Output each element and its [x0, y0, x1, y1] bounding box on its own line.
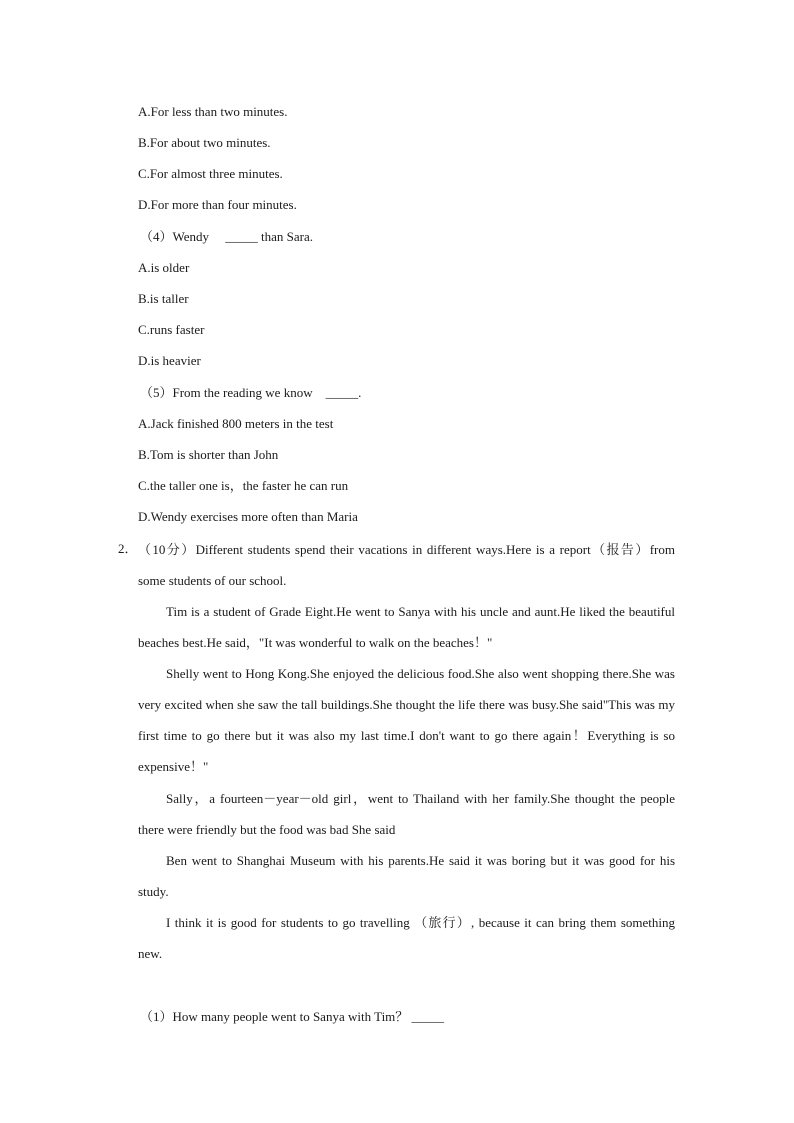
paragraph-text: Ben went to Shanghai Museum with his parents.He said it was boring but it was good for his study.: [138, 853, 675, 899]
passage-paragraph-ben: [138, 845, 675, 907]
option-d-q3: D.For more than four minutes.: [138, 197, 297, 212]
paragraph-text: Shelly went to Hong Kong.She enjoyed the delicious food.She also went shopping there.She was very excited when she saw the tall buildings.She thought the life there was busy.She said"This was my first time to go there but it was also my last time.I don't want to go there again！Everything is so expensive！": [138, 666, 675, 774]
sub-question-1: （1）How many people went to Sanya with Tim？ _____: [140, 1009, 445, 1024]
paragraph-text: Tim is a student of Grade Eight.He went to Sanya with his uncle and aunt.He liked the beautiful beaches best.He said，"It was wonderful to walk on the beaches！": [138, 604, 675, 650]
paragraph-text: I think it is good for students to go travelling （旅行）, because it can bring them something new.: [138, 915, 675, 961]
option-d-q5: D.Wendy exercises more often than Maria: [138, 509, 358, 524]
option-c-q3: C.For almost three minutes.: [138, 166, 283, 181]
option-a-q3: A.For less than two minutes.: [138, 104, 288, 119]
question-4: （4）Wendy _____ than Sara.: [140, 229, 313, 244]
passage-paragraph-conclusion: [138, 907, 675, 969]
option-b-q5: B.Tom is shorter than John: [138, 447, 279, 462]
question-5: （5）From the reading we know _____.: [140, 385, 362, 400]
option-a-q4: A.is older: [138, 260, 190, 275]
option-a-q5: A.Jack finished 800 meters in the test: [138, 416, 334, 431]
option-b-q4: B.is taller: [138, 291, 189, 306]
passage-paragraph-sally: [138, 783, 675, 845]
option-c-q5: C.the taller one is，the faster he can run: [138, 478, 349, 493]
option-c-q4: C.runs faster: [138, 322, 205, 337]
option-d-q4: D.is heavier: [138, 353, 201, 368]
question-2-intro: （10分）Different students spend their vacations in different ways.Here is a report（报告）from some students of our school.: [138, 542, 675, 588]
question-2-number: 2．: [118, 541, 138, 556]
passage-paragraph-shelly: [138, 658, 675, 782]
paragraph-text: Sally，a fourteen－year－old girl，went to Thailand with her family.She thought the people there were friendly but the food was bad She said: [138, 791, 675, 837]
option-b-q3: B.For about two minutes.: [138, 135, 271, 150]
passage-paragraph-tim: [138, 596, 675, 658]
